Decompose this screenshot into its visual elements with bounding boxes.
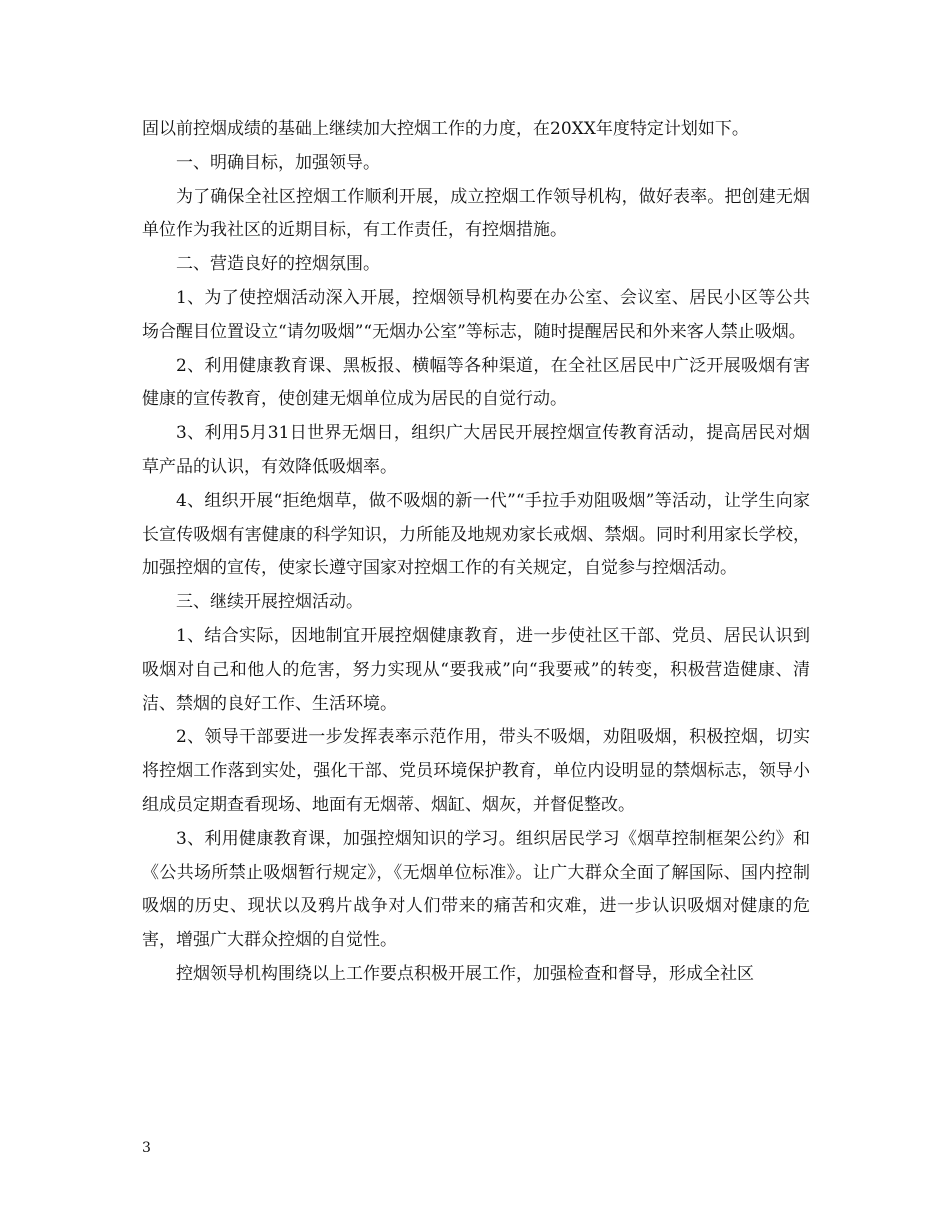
paragraph-12: 3、利用健康教育课，加强控烟知识的学习。组织居民学习《烟草控制框架公约》和《公共场所禁止吸烟暂行规定》，《无烟单位标准》。让广大群众全面了解国际、国内控制吸烟的历史、现状以及鸦片战争对人们带来的痛苦和灾难，进一步认识吸烟对健康的危害，增强广大群众控烟的自觉性。 (142, 828, 810, 951)
paragraph-11: 2、领导干部要进一步发挥表率示范作用，带头不吸烟，劝阻吸烟，积极控烟，切实将控烟工作落到实处，强化干部、党员环境保护教育，单位内设明显的禁烟标志，领导小组成员定期查看现场、地面有无烟蒂、烟缸、烟灰，并督促整改。 (142, 727, 810, 815)
paragraph-3: 为了确保全社区控烟工作顺利开展，成立控烟工作领导机构，做好表率。把创建无烟单位作为我社区的近期目标，有工作责任，有控烟措施。 (142, 186, 810, 241)
paragraph-5: 1、为了使控烟活动深入开展，控烟领导机构要在办公室、会议室、居民小区等公共场合醒目位置设立“请勿吸烟”“无烟办公室”等标志，随时提醒居民和外来客人禁止吸烟。 (142, 287, 810, 342)
heading-section-1: 一、明确目标，加强领导。 (176, 152, 380, 173)
paragraph-13: 控烟领导机构围绕以上工作要点积极开展工作，加强检查和督导，形成全社区 (176, 963, 754, 984)
paragraph-7: 3、利用5月31日世界无烟日，组织广大居民开展控烟宣传教育活动，提高居民对烟草产品的认识，有效降低吸烟率。 (142, 423, 810, 477)
heading-section-2: 二、营造良好的控烟氛围。 (176, 254, 380, 275)
heading-section-3: 三、继续开展控烟活动。 (176, 592, 363, 613)
paragraph-10: 1、结合实际，因地制宜开展控烟健康教育，进一步使社区干部、党员、居民认识到吸烟对自己和他人的危害，努力实现从“要我戒”向“我要戒”的转变，积极营造健康、清洁、禁烟的良好工作、生活环境。 (142, 625, 810, 714)
document-body (142, 113, 810, 992)
paragraph-6: 2、利用健康教育课、黑板报、横幅等各种渠道，在全社区居民中广泛开展吸烟有害健康的宣传教育，使创建无烟单位成为居民的自觉行动。 (142, 355, 810, 410)
paragraph-8: 4、组织开展“拒绝烟草，做不吸烟的新一代”“手拉手劝阻吸烟”等活动，让学生向家长宣传吸烟有害健康的科学知识，力所能及地规劝家长戒烟、禁烟。同时利用家长学校，加强控烟的宣传，使家长遵守国家对控烟工作的有关规定，自觉参与控烟活动。 (142, 490, 810, 579)
page-number: 3 (142, 1140, 151, 1156)
paragraph-1: 固以前控烟成绩的基础上继续加大控烟工作的力度，在20XX年度特定计划如下。 (142, 119, 749, 139)
